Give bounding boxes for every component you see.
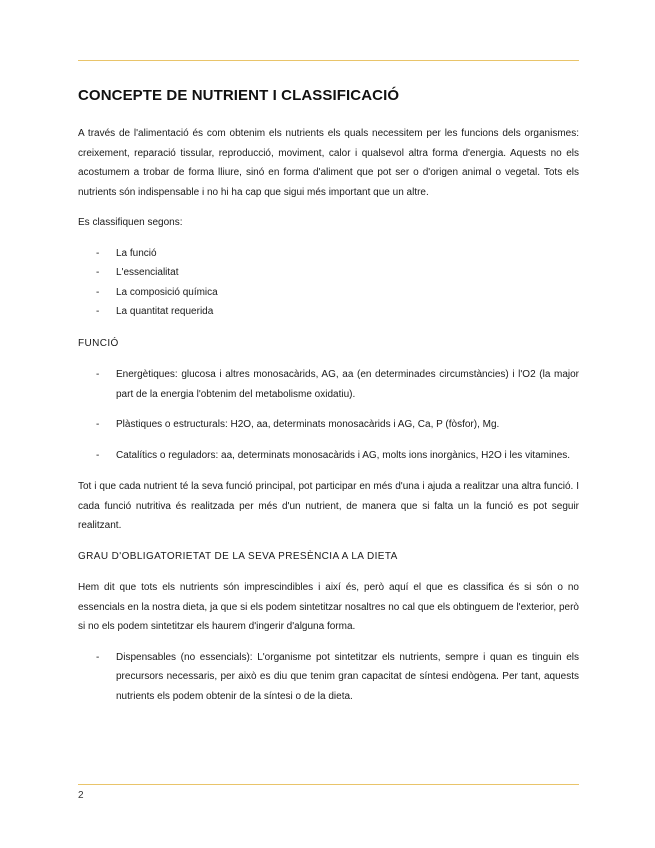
- function-note-paragraph: Tot i que cada nutrient té la seva funció principal, pot participar en més d'una i ajuda a realitzar una altra funció. I cada funció nutritiva és realitzada per més d'un nutrient, de manera que si falta un la funció es pot seguir realitzant.: [78, 481, 579, 531]
- function-list: [78, 365, 579, 465]
- list-item: - L'essencialitat: [78, 263, 579, 283]
- intro-paragraph: A través de l'alimentació és com obtenim els nutrients els quals necessitem per les funcions dels organismes: creixement, reparació tissular, reproducció, moviment, calor i qualsevol altra forma d'energia. Aquests no els acostumem a trobar de forma lliure, sinó en forma d'aliment que pot ser o d'origen animal o vegetal. Tots els nutrients són indispensable i no hi ha cap que sigui més important que un altre.: [78, 128, 579, 198]
- list-item: - La quantitat requerida: [78, 302, 579, 322]
- bullet-dash: -: [96, 449, 100, 461]
- bullet-dash: -: [96, 247, 100, 259]
- section-heading-grade: GRAU D'OBLIGATORIETAT DE LA SEVA PRESÈNCIA A LA DIETA: [78, 550, 398, 562]
- bullet-dash: -: [96, 369, 100, 380]
- list-item: - La funció: [78, 244, 579, 264]
- page-content: [78, 86, 579, 718]
- section-heading-function: FUNCIÓ: [78, 337, 119, 349]
- page-number: 2: [78, 790, 84, 801]
- page-title: CONCEPTE DE NUTRIENT I CLASSIFICACIÓ: [78, 87, 400, 104]
- grade-list: [78, 648, 579, 707]
- criteria-list: [78, 244, 579, 322]
- grade-paragraph: Hem dit que tots els nutrients són imprescindibles i així és, però aquí el que es classifica és si són o no essencials en la nostra dieta, ja que si els podem sintetitzar nosaltres no cal que els obtinguem de l'exterior, però si no els podem sintetitzar els haurem d'ingerir d'alguna forma.: [78, 582, 579, 632]
- header-rule: [78, 60, 579, 61]
- list-item: - Plàstiques o estructurals: H2O, aa, determinats monosacàrids i AG, Ca, P (fòsfor), Mg.: [78, 415, 579, 435]
- bullet-dash: -: [96, 306, 100, 317]
- classify-intro: Es classifiquen segons:: [78, 217, 183, 228]
- footer-rule: [78, 784, 579, 785]
- bullet-dash: -: [96, 419, 100, 430]
- list-item: - Catalítics o reguladors: aa, determinats monosacàrids i AG, molts ions inorgànics, H2O i les vitamines.: [78, 446, 579, 466]
- list-item: - Dispensables (no essencials): L'organisme pot sintetitzar els nutrients, sempre i quan es tinguin els precursors necessaris, per això es diu que tenim gran capacitat de síntesi endògena. Per tant, aquests nutrients els podem obtenir de la síntesi o de la dieta.: [78, 648, 579, 707]
- bullet-dash: -: [96, 651, 100, 663]
- list-item: - Energètiques: glucosa i altres monosacàrids, AG, aa (en determinades circumstàncies) i l'O2 (la major part de la energia l'obtenim del metabolisme oxidatiu).: [78, 365, 579, 404]
- bullet-dash: -: [96, 286, 100, 298]
- bullet-dash: -: [96, 267, 100, 278]
- list-item: - La composició química: [78, 283, 579, 303]
